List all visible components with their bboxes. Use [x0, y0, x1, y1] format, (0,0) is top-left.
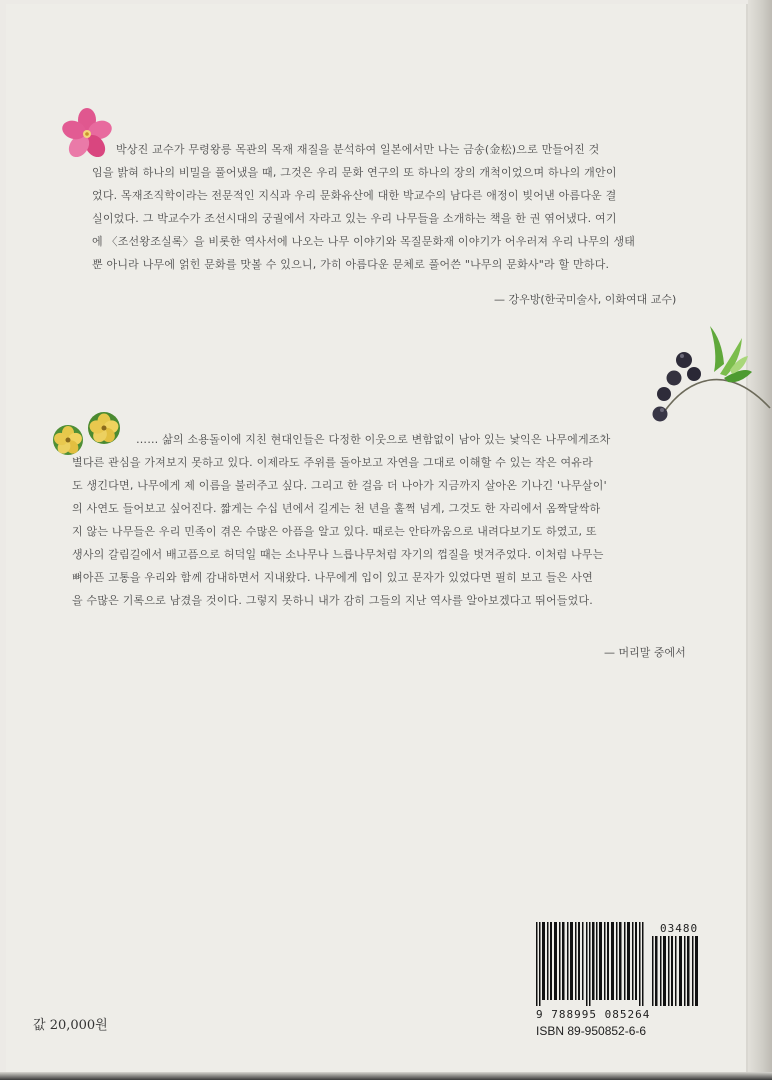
review-line: 에 〈조선왕조실록〉을 비롯한 역사서에 나오는 나무 이야기와 목질문화재 이야기가 어우러져 우리 나무의 생태 — [92, 235, 636, 248]
review-line: 었다. 목재조직학이라는 전문적인 지식과 우리 문화유산에 대한 박교수의 남다른 애정이 빚어낸 아름다운 결 — [92, 189, 617, 202]
review-passage — [92, 138, 690, 276]
preface-line: 생사의 갈림길에서 배고픔으로 허덕일 때는 소나무나 느릅나무처럼 자기의 껍질을 벗겨주었다. 이처럼 나무는 — [72, 548, 604, 561]
preface-attribution: — 머리말 중에서 — [604, 646, 686, 659]
book-spine-edge — [748, 0, 772, 1080]
review-line: 뿐 아니라 나무에 얽힌 문화를 맛볼 수 있으니, 가히 아름다운 문체로 풀어쓴 "나무의 문화사"라 할 만하다. — [92, 258, 610, 271]
preface-line: 도 생긴다면, 나무에게 제 이름을 불러주고 싶다. 그리고 한 걸음 더 나아가 지금까지 살아온 기나긴 '나무살이' — [72, 479, 607, 492]
preface-line: 별다른 관심을 가져보지 못하고 있다. 이제라도 주위를 돌아보고 자연을 그대로 이해할 수 있는 작은 여유라 — [72, 456, 593, 469]
isbn-barcode — [536, 922, 700, 1042]
preface-line: 의 사연도 들어보고 싶어진다. 짧게는 수십 년에서 길게는 천 년을 훌쩍 넘게, 그것도 한 자리에서 옴짝달싹하 — [72, 502, 601, 515]
review-line: 임을 밝혀 하나의 비밀을 풀어냈을 때, 그것은 우리 문화 연구의 또 하나의 장의 개척이었으며 하나의 개안이 — [92, 166, 617, 179]
preface-passage — [72, 428, 688, 612]
review-line: 실이었다. 그 박교수가 조선시대의 궁궐에서 자라고 있는 우리 나무들을 소개하는 책을 한 권 엮어냈다. 여기 — [92, 212, 617, 225]
review-attribution: — 강우방(한국미술사, 이화여대 교수) — [494, 293, 677, 306]
barcode-addon-number: 03480 — [660, 922, 699, 935]
barcode-digits: 9 788995 085264 — [536, 1008, 651, 1021]
preface-line: …… 삶의 소용돌이에 지친 현대인들은 다정한 이웃으로 변함없이 남아 있는 낯익은 나무에게조차 — [136, 433, 611, 446]
bottom-shadow — [0, 1072, 772, 1080]
isbn-number: ISBN 89-950852-6-6 — [536, 1024, 647, 1038]
barcode-addon-bars — [652, 936, 700, 1006]
preface-line: 을 수많은 기록으로 남겼을 것이다. 그렇지 못하니 내가 감히 그들의 지난 역사를 알아보겠다고 뛰어들었다. — [72, 594, 593, 607]
preface-line: 지 않는 나무들은 우리 민족이 겪은 수많은 아픔을 알고 있다. 때로는 안타까움으로 내려다보기도 하였고, 또 — [72, 525, 597, 538]
review-line: 박상진 교수가 무령왕릉 목관의 목재 재질을 분석하여 일본에서만 나는 금송(金松)으로 만들어진 것 — [116, 143, 600, 156]
barcode-bars — [536, 922, 644, 1006]
berry-sprig-illustration — [644, 312, 772, 430]
preface-line: 뼈아픈 고통을 우리와 함께 감내하면서 지내왔다. 나무에게 입이 있고 문자가 있었다면 필히 보고 들은 사연 — [72, 571, 593, 584]
price-label: 값 20,000원 — [33, 1018, 108, 1033]
